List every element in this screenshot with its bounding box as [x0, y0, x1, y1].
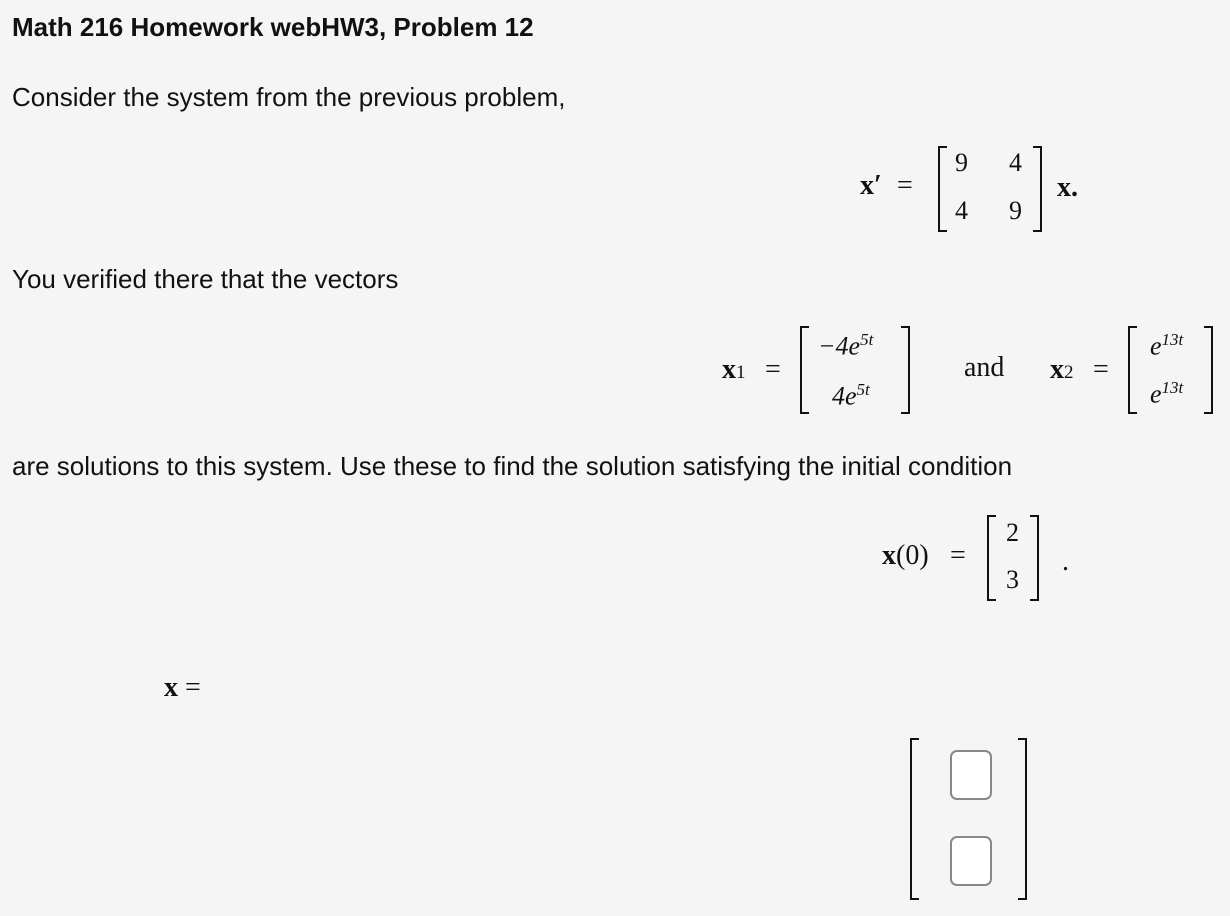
- x2-entry-bottom: $e^{13t}$: [1150, 378, 1184, 409]
- answer-input-bottom[interactable]: [950, 836, 992, 886]
- verified-text: You verified there that the vectors: [12, 264, 399, 294]
- left-bracket: [938, 146, 947, 232]
- equals-sign: =: [950, 540, 966, 571]
- intro-text: Consider the system from the previous problem,: [12, 82, 566, 112]
- page-title: Math 216 Homework webHW3, Problem 12: [12, 12, 534, 42]
- equals-sign: =: [897, 170, 913, 201]
- left-bracket: [1128, 326, 1137, 414]
- x-prime-symbol: x′: [860, 170, 882, 201]
- period: .: [1062, 546, 1069, 577]
- and-word: and: [964, 352, 1005, 383]
- left-bracket: [800, 326, 809, 414]
- right-bracket: [1033, 146, 1042, 232]
- x1-entry-top: $-4e^{5t}$: [818, 330, 874, 361]
- right-bracket: [1030, 515, 1039, 601]
- initial-entry-bottom: 3: [1006, 565, 1019, 594]
- instruction-text: are solutions to this system. Use these to find the solution satisfying the initial condition: [12, 451, 1013, 481]
- right-bracket: [901, 326, 910, 414]
- x0-symbol: x(0): [882, 540, 929, 571]
- equals-sign: =: [765, 354, 781, 385]
- x1-entry-bottom: $4e^{5t}$: [832, 380, 870, 411]
- right-bracket: [1204, 326, 1213, 414]
- initial-entry-top: 2: [1006, 518, 1019, 547]
- matrix-entry: 4: [955, 196, 968, 225]
- x2-entry-top: $e^{13t}$: [1150, 330, 1184, 361]
- matrix-entry: 9: [1009, 196, 1022, 225]
- x2-symbol: x2: [1050, 354, 1074, 385]
- answer-input-top[interactable]: [950, 750, 992, 800]
- matrix-entry: 9: [955, 148, 968, 177]
- right-bracket: [1018, 738, 1027, 900]
- x-vector-symbol: x.: [1057, 172, 1078, 203]
- left-bracket: [910, 738, 919, 900]
- equals-sign: =: [1093, 354, 1109, 385]
- answer-label: x =: [164, 672, 201, 703]
- left-bracket: [987, 515, 996, 601]
- matrix-entry: 4: [1009, 148, 1022, 177]
- x1-symbol: x1: [722, 354, 746, 385]
